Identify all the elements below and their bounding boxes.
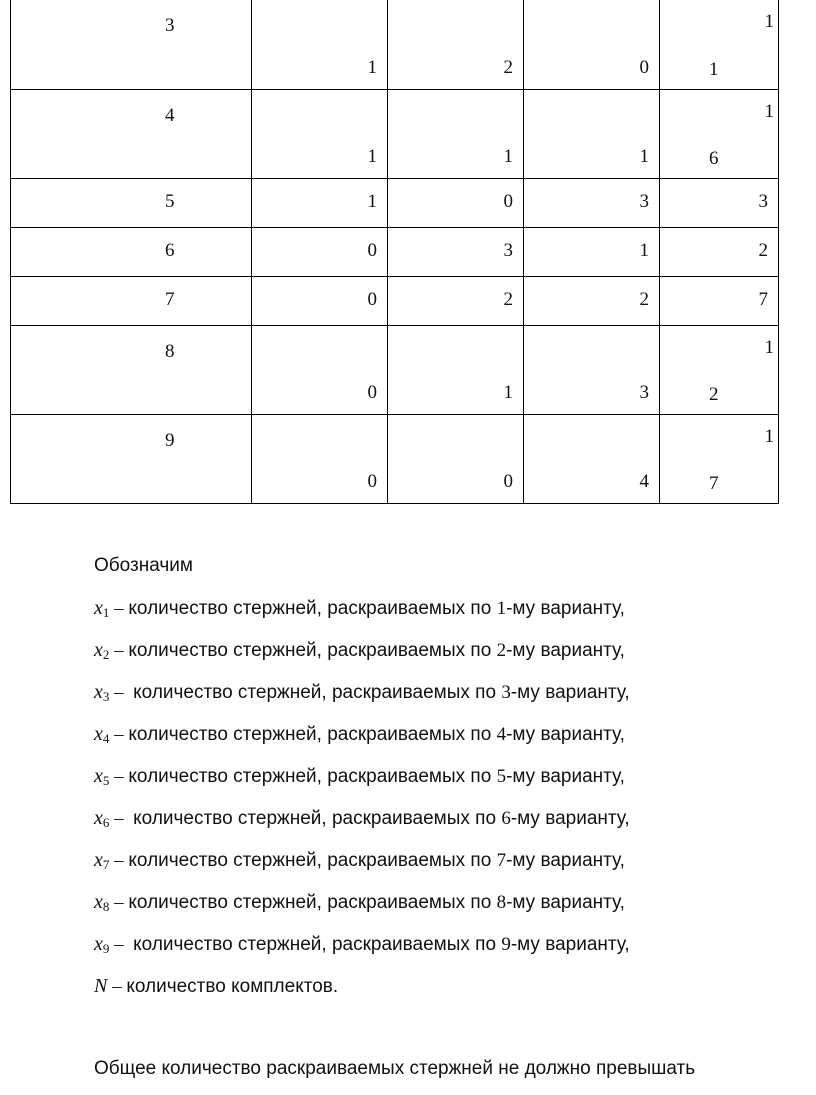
definition-suffix: -му варианту, [506,640,625,661]
cell-value-top: 1 [764,11,774,32]
variant-number: 6 [165,239,175,261]
cell-value: 1 [503,381,513,403]
cell-value: 1 [367,190,377,212]
cell-value: 0 [367,288,377,310]
cell-value-top: 1 [764,425,774,447]
variable [94,849,109,871]
definition-suffix: -му варианту, [506,892,625,913]
variant-number: 8 [165,340,175,362]
variable-subscript: 2 [102,647,110,662]
n-definition [94,976,338,996]
variant-cell [11,414,252,503]
variable-letter: x [94,765,103,787]
last-cell [660,325,779,414]
cell-value: 3 [639,190,649,212]
variable-subscript: 6 [102,815,110,830]
value-cell [524,276,660,325]
definition-line [94,724,625,745]
definition-text: количество стержней, раскраиваемых по [133,808,502,829]
variable-subscript: 3 [102,689,110,704]
dash: – [109,766,129,787]
cutting-variants-table [10,0,779,504]
value-cell [388,0,524,89]
definition-text: количество стержней, раскраиваемых по [133,682,502,703]
value-cell [252,276,388,325]
dash: – [109,640,129,661]
dash: – [109,724,129,745]
variant-number: 9 [165,429,175,451]
variant-cell [11,89,252,178]
table-row [11,414,779,503]
variable [94,597,109,619]
cell-value-top: 1 [764,336,774,358]
intro-text: Обозначим [94,555,193,576]
definition-line [94,850,625,871]
dash: – [109,598,129,619]
definition-text: количество стержней, раскраиваемых по [128,724,497,745]
definition-line [94,598,625,619]
cell-value: 3 [758,190,768,212]
variable-letter: x [94,639,103,661]
value-cell [252,0,388,89]
cell-value-top: 1 [764,100,774,122]
table-row [11,325,779,414]
cell-value: 0 [503,190,513,212]
n-variable: N [94,975,108,997]
variable-letter: x [94,891,103,913]
last-cell [660,178,779,227]
variant-ref: 4 [496,724,507,745]
variant-cell [11,0,252,89]
variable [94,933,109,955]
cell-value: 2 [503,288,513,310]
value-cell [524,227,660,276]
variant-ref: 7 [496,850,507,871]
cell-value: 3 [639,381,649,403]
cell-value: 0 [367,239,377,261]
variable-letter: x [94,723,103,745]
value-cell [388,325,524,414]
definition-line [94,808,630,829]
value-cell [524,178,660,227]
value-cell [252,414,388,503]
variable-letter: x [94,681,103,703]
variant-ref: 2 [496,640,507,661]
variant-cell [11,276,252,325]
variable [94,891,109,913]
definition-line [94,892,625,913]
cell-value: 1 [639,145,649,167]
cell-value: 2 [758,239,768,261]
definition-line [94,640,625,661]
cell-value: 0 [639,56,649,78]
cell-value: 1 [367,56,377,78]
cell-value: 3 [503,239,513,261]
variable [94,807,109,829]
variant-number: 5 [165,190,175,212]
variable-letter: x [94,597,103,619]
cell-value-bottom: 2 [709,383,719,405]
table-row [11,276,779,325]
final-sentence: Общее количество раскраиваемых стержней не должно превышать [94,1058,696,1079]
dash: – [109,892,129,913]
variable [94,681,109,703]
definition-text: количество стержней, раскраиваемых по [133,934,502,955]
variable [94,765,109,787]
definition-text: количество стержней, раскраиваемых по [128,598,497,619]
cell-value: 7 [758,288,768,310]
cell-value: 0 [367,381,377,403]
cell-value: 0 [367,470,377,492]
value-cell [388,89,524,178]
variant-ref: 6 [501,808,511,829]
variant-number: 4 [165,104,175,126]
value-cell [252,178,388,227]
cell-value: 0 [503,470,513,492]
variant-number: 7 [165,288,175,310]
variant-ref: 9 [501,934,511,955]
value-cell [252,325,388,414]
value-cell [388,276,524,325]
dash: – [109,808,134,829]
variant-ref: 3 [501,682,511,703]
variant-ref: 5 [496,766,507,787]
variable-letter: x [94,807,103,829]
dash: – [109,850,129,871]
value-cell [388,227,524,276]
definition-text: количество стержней, раскраиваемых по [128,766,497,787]
value-cell [524,0,660,89]
variant-number: 3 [165,15,175,36]
cell-value: 1 [367,145,377,167]
cell-value: 1 [503,145,513,167]
variant-cell [11,325,252,414]
cell-value: 2 [503,56,513,78]
definition-line [94,766,625,787]
dash: – [109,682,134,703]
cell-value-bottom: 6 [709,147,719,169]
variant-ref: 1 [496,598,507,619]
variant-cell [11,178,252,227]
variable-subscript: 1 [102,605,110,620]
cell-value-bottom: 7 [709,472,719,494]
value-cell [524,414,660,503]
table-row [11,89,779,178]
table-row [11,178,779,227]
last-cell [660,227,779,276]
definition-text: количество стержней, раскраиваемых по [128,850,497,871]
definition-suffix: -му варианту, [510,934,630,955]
definition-suffix: -му варианту, [506,724,625,745]
cell-value: 1 [639,239,649,261]
n-dash: – [107,976,127,997]
last-cell [660,0,779,89]
cell-value-bottom: 1 [709,58,719,80]
value-cell [388,414,524,503]
value-cell [388,178,524,227]
cell-value: 2 [639,288,649,310]
definition-suffix: -му варианту, [506,598,625,619]
definition-suffix: -му варианту, [510,682,630,703]
variable-subscript: 8 [102,899,110,914]
table-row [11,227,779,276]
n-text: количество комплектов. [126,976,339,997]
variant-ref: 8 [496,892,507,913]
definition-line [94,682,630,703]
definition-text: количество стержней, раскраиваемых по [128,892,497,913]
cell-value: 4 [639,470,649,492]
last-cell [660,89,779,178]
value-cell [252,227,388,276]
variable-letter: x [94,849,103,871]
definition-suffix: -му варианту, [506,850,625,871]
variant-cell [11,227,252,276]
table-row [11,0,779,89]
value-cell [252,89,388,178]
variable-subscript: 9 [102,941,110,956]
definition-suffix: -му варианту, [510,808,630,829]
definition-line [94,934,630,955]
last-cell [660,276,779,325]
last-cell [660,414,779,503]
variable-subscript: 7 [102,857,110,872]
definition-suffix: -му варианту, [506,766,625,787]
value-cell [524,89,660,178]
variable-letter: x [94,933,103,955]
table-body [11,0,779,503]
variable [94,723,109,745]
definition-text: количество стержней, раскраиваемых по [128,640,497,661]
dash: – [109,934,134,955]
value-cell [524,325,660,414]
variable-subscript: 4 [102,731,110,746]
variable-subscript: 5 [102,773,110,788]
variable [94,639,109,661]
